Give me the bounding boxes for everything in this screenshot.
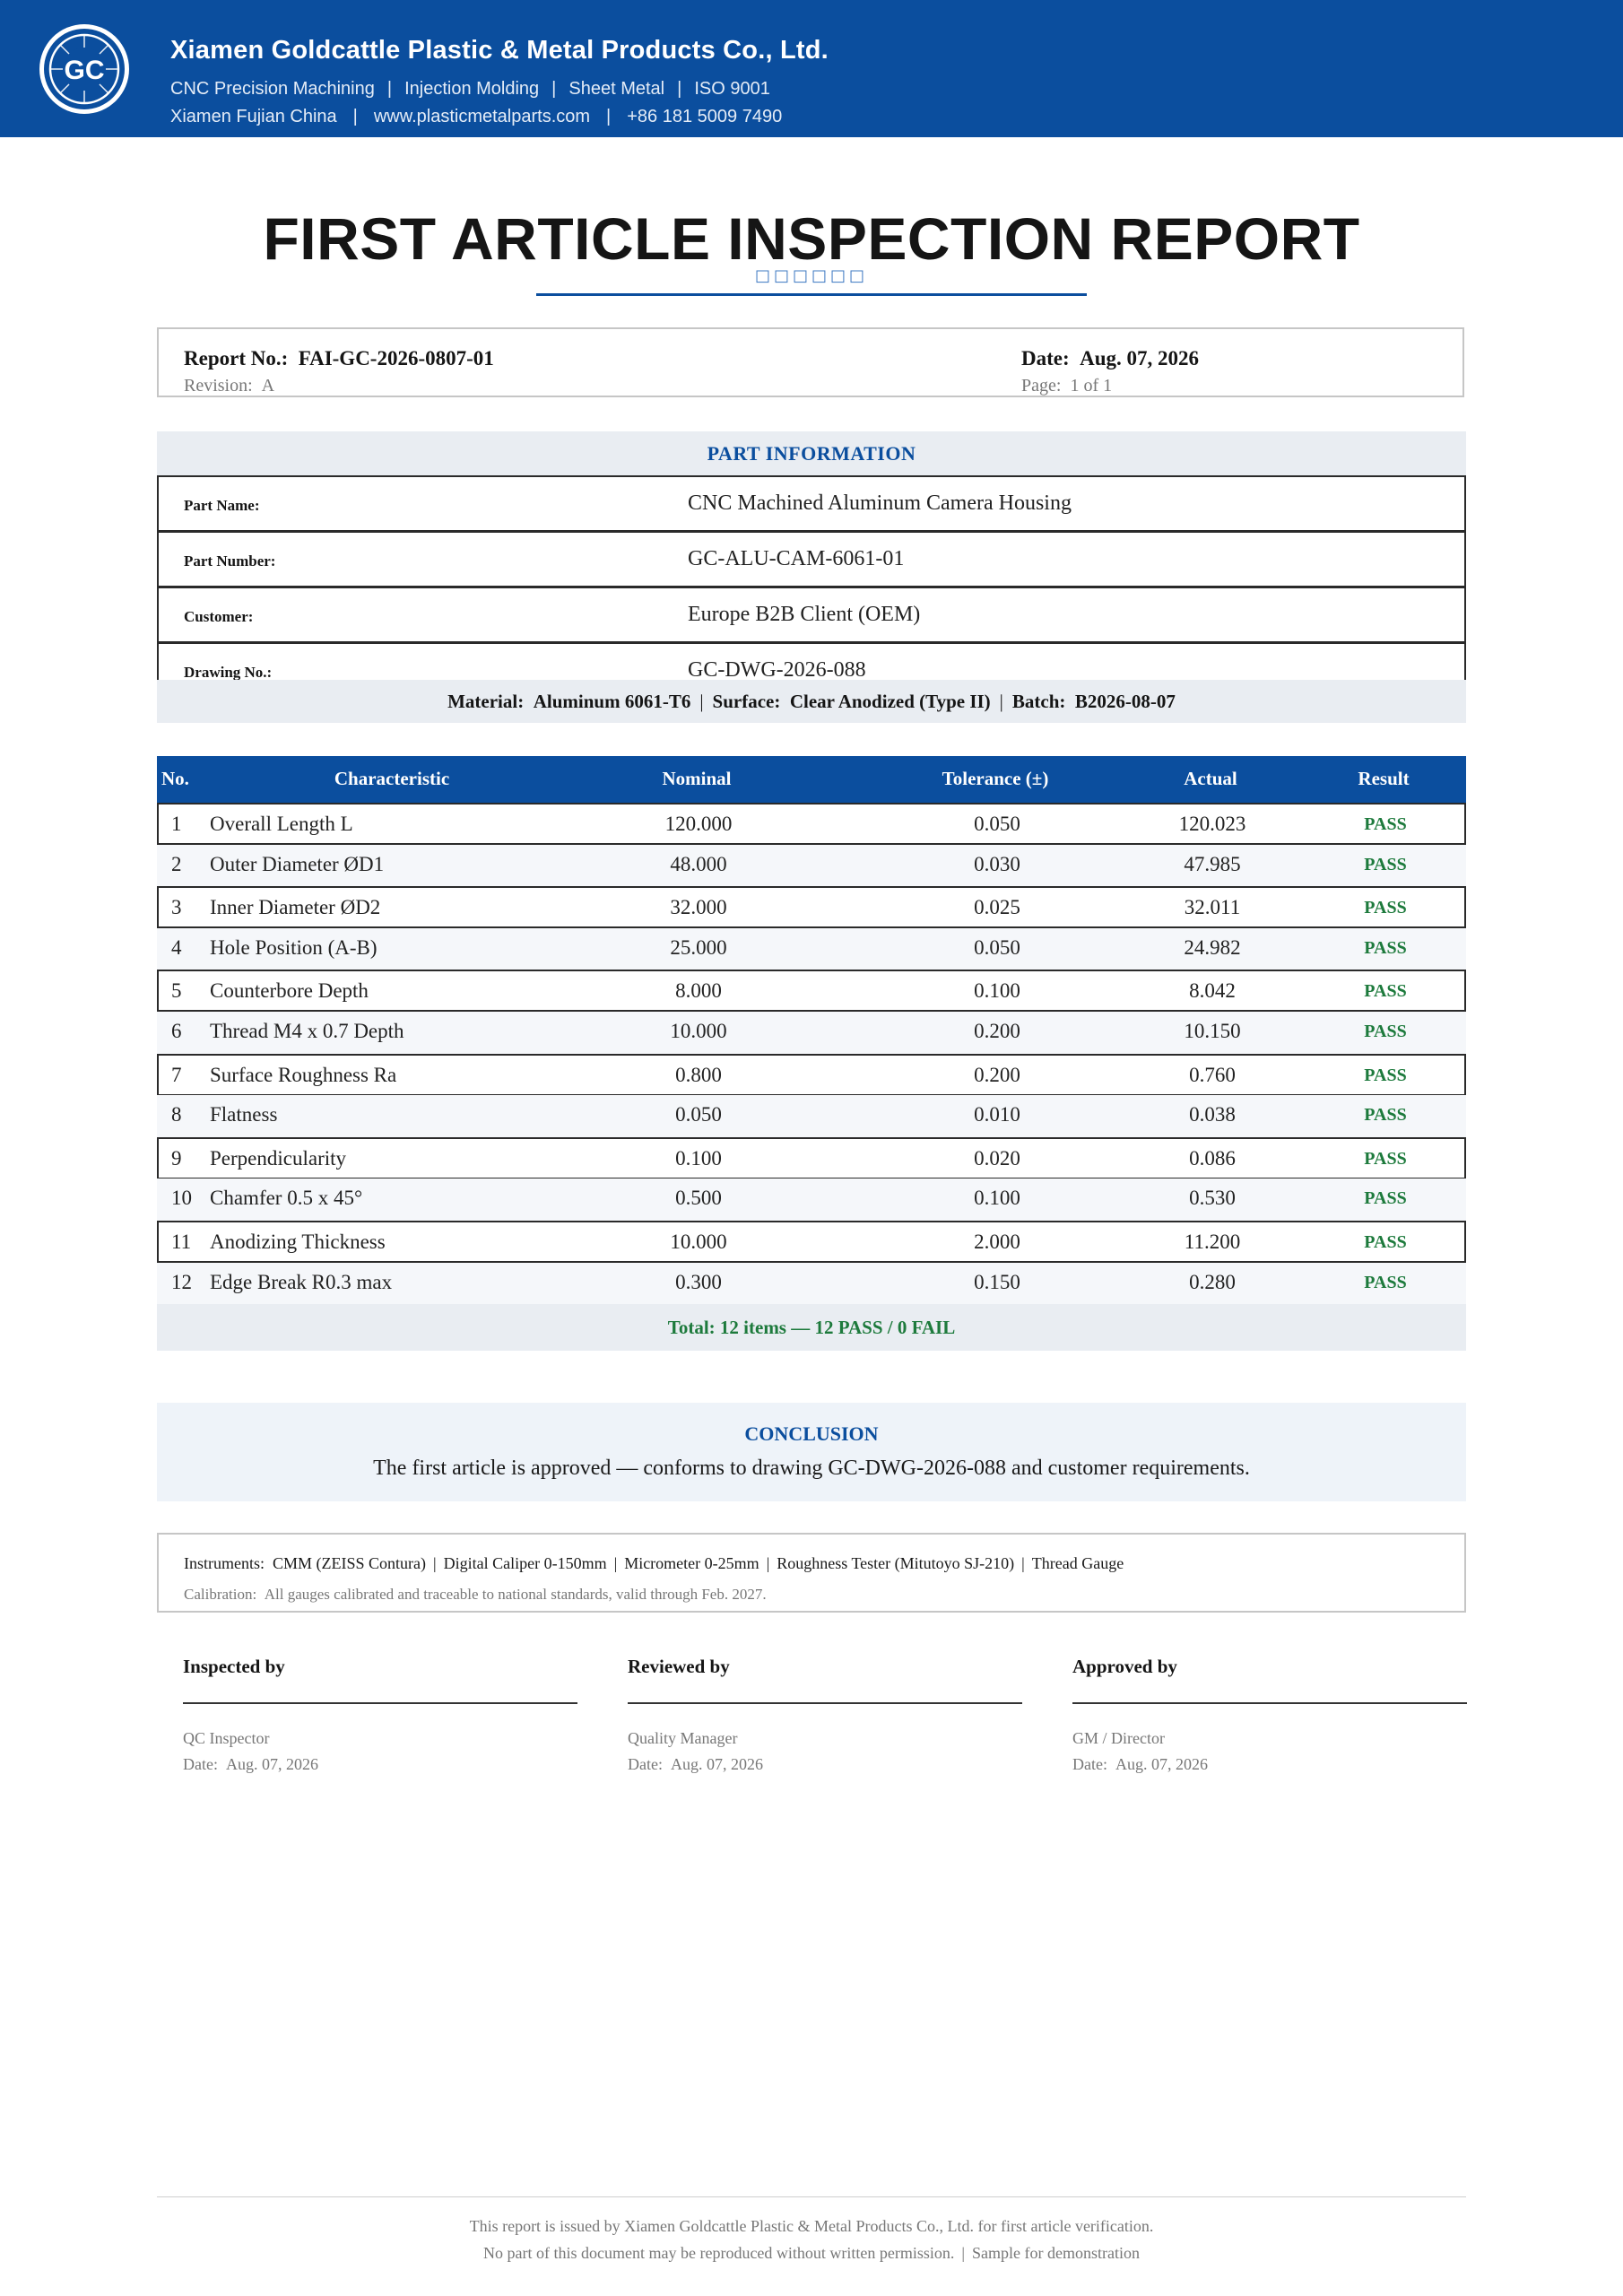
footer-divider [157, 2196, 1466, 2197]
table-row [157, 1095, 1466, 1137]
row-tolerance: 0.200 [974, 1063, 1020, 1086]
customer-value: Europe B2B Client (OEM) [688, 603, 921, 626]
report-meta-box [157, 327, 1464, 397]
col-header-characteristic: Characteristic [334, 768, 450, 789]
table-row [157, 845, 1466, 887]
row-nominal: 10.000 [670, 1231, 727, 1253]
row-number: 11 [171, 1231, 192, 1253]
row-result-badge: PASS [1364, 1232, 1407, 1252]
row-characteristic: Outer Diameter ØD1 [210, 852, 385, 875]
row-number: 5 [171, 979, 182, 1003]
row-actual: 47.985 [1184, 852, 1241, 875]
part-info-header [157, 431, 1466, 475]
row-result-badge: PASS [1364, 981, 1407, 1002]
row-tolerance: 0.010 [974, 1103, 1020, 1126]
footer-line-2: No part of this document may be reproduced without written permission. | Sample for demonstration [483, 2244, 1140, 2262]
row-result-badge: PASS [1364, 1188, 1407, 1209]
row-result-badge: PASS [1364, 1065, 1407, 1085]
row-nominal: 0.800 [675, 1063, 722, 1086]
row-result-badge: PASS [1364, 898, 1407, 918]
signature-role: Reviewed by [628, 1656, 730, 1677]
instrument-item: Micrometer 0-25mm [624, 1554, 759, 1572]
signature-block-reviewed [628, 1656, 1022, 1773]
row-nominal: 0.500 [675, 1187, 722, 1210]
instrument-item: CMM (ZEISS Contura) [273, 1554, 426, 1572]
row-nominal: 0.050 [675, 1103, 722, 1126]
table-row [157, 1178, 1466, 1221]
row-tolerance: 2.000 [974, 1231, 1020, 1253]
page-count: Page: 1 of 1 [1021, 376, 1113, 396]
report-number: Report No.: FAI-GC-2026-0807-01 [184, 347, 494, 370]
page-count-value: 1 of 1 [1070, 376, 1113, 396]
part-info-row [157, 587, 1466, 643]
row-characteristic: Chamfer 0.5 x 45° [210, 1187, 363, 1210]
footer-sample-note: Sample for demonstration [972, 2244, 1140, 2262]
conclusion-box [157, 1403, 1466, 1501]
row-number: 3 [171, 896, 182, 919]
row-tolerance: 0.200 [974, 1020, 1020, 1042]
drawing-number-label: Drawing No.: [184, 664, 273, 680]
col-header-tolerance: Tolerance (±) [942, 768, 1049, 789]
row-tolerance: 0.150 [974, 1270, 1020, 1293]
signature-role: Approved by [1072, 1656, 1177, 1677]
table-row [157, 928, 1466, 970]
row-actual: 0.280 [1189, 1270, 1236, 1293]
part-info-title: PART INFORMATION [707, 442, 916, 465]
row-actual: 0.038 [1189, 1103, 1236, 1126]
company-logo [38, 22, 131, 116]
table-row [157, 1012, 1466, 1054]
row-characteristic: Surface Roughness Ra [210, 1063, 397, 1086]
footer-line-1: This report is issued by Xiamen Goldcattle Plastic & Metal Products Co., Ltd. for first article verification. [469, 2217, 1154, 2235]
row-characteristic: Hole Position (A-B) [210, 935, 378, 959]
row-result-badge: PASS [1364, 1148, 1407, 1169]
row-tolerance: 0.050 [974, 813, 1020, 835]
calibration-line [184, 1586, 767, 1604]
table-row [157, 1221, 1466, 1263]
table-row [157, 1263, 1466, 1305]
row-nominal: 25.000 [670, 935, 727, 959]
footer-copyright: No part of this document may be reproduced without written permission. [483, 2244, 955, 2262]
row-number: 7 [171, 1063, 182, 1086]
row-characteristic: Anodizing Thickness [210, 1231, 386, 1253]
row-nominal: 120.000 [664, 813, 733, 835]
report-date-value: Aug. 07, 2026 [1080, 347, 1200, 370]
batch-value: B2026-08-07 [1074, 691, 1176, 712]
report-title: FIRST ARTICLE INSPECTION REPORT [263, 205, 1360, 272]
company-header [0, 0, 1623, 137]
row-characteristic: Flatness [210, 1103, 278, 1126]
signature-line[interactable] [628, 1702, 1022, 1704]
services-line: CNC Precision Machining | Injection Molding | Sheet Metal | ISO 9001 [170, 79, 770, 99]
part-number-value: GC-ALU-CAM-6061-01 [688, 547, 905, 570]
service-item: Sheet Metal [568, 79, 665, 99]
part-name-value: CNC Machined Aluminum Camera Housing [688, 491, 1072, 515]
row-number: 6 [171, 1020, 182, 1042]
signature-role: Inspected by [183, 1656, 285, 1677]
row-actual: 24.982 [1184, 935, 1241, 959]
part-number-label: Part Number: [184, 552, 276, 570]
row-tolerance: 0.030 [974, 852, 1020, 875]
instrument-item: Roughness Tester (Mitutoyo SJ-210) [777, 1554, 1015, 1572]
table-row [157, 1137, 1466, 1179]
col-header-nominal: Nominal [662, 768, 732, 789]
signature-title: GM / Director [1072, 1729, 1165, 1747]
col-header-actual: Actual [1184, 768, 1237, 789]
row-number: 4 [171, 935, 182, 959]
instruments-box [157, 1533, 1466, 1613]
surface-value: Clear Anodized (Type II) [789, 691, 991, 712]
revision-value: A [261, 376, 275, 396]
revision: Revision: A [184, 376, 275, 396]
part-info-row [157, 642, 1466, 680]
signature-line[interactable] [1072, 1702, 1467, 1704]
signature-date: Date: Aug. 07, 2026 [183, 1755, 318, 1773]
row-result-badge: PASS [1364, 1105, 1407, 1126]
row-nominal: 8.000 [675, 979, 722, 1003]
row-nominal: 10.000 [670, 1020, 727, 1042]
row-tolerance: 0.050 [974, 935, 1020, 959]
table-row [157, 803, 1466, 845]
contact-line: Xiamen Fujian China | www.plasticmetalparts.com | +86 181 5009 7490 [170, 107, 783, 126]
drawing-number-value: GC-DWG-2026-088 [688, 658, 866, 680]
signature-date: Date: Aug. 07, 2026 [1072, 1755, 1208, 1773]
row-actual: 0.530 [1189, 1187, 1236, 1210]
customer-label: Customer: [184, 608, 254, 625]
row-actual: 0.086 [1189, 1146, 1236, 1170]
row-tolerance: 0.025 [974, 896, 1020, 919]
row-actual: 120.023 [1178, 813, 1246, 835]
row-characteristic: Thread M4 x 0.7 Depth [210, 1020, 404, 1042]
row-number: 2 [171, 852, 182, 875]
row-number: 10 [171, 1187, 192, 1210]
row-result-badge: PASS [1364, 1272, 1407, 1292]
report-date: Date: Aug. 07, 2026 [1021, 347, 1200, 370]
row-result-badge: PASS [1364, 854, 1407, 874]
report-number-value: FAI-GC-2026-0807-01 [298, 347, 494, 370]
instrument-item: Thread Gauge [1031, 1554, 1124, 1572]
row-number: 8 [171, 1103, 182, 1126]
row-nominal: 0.100 [675, 1146, 722, 1170]
row-characteristic: Perpendicularity [210, 1146, 347, 1170]
signature-line[interactable] [183, 1702, 577, 1704]
row-actual: 11.200 [1184, 1231, 1241, 1253]
row-number: 1 [171, 813, 182, 835]
row-result-badge: PASS [1364, 937, 1407, 958]
service-item: ISO 9001 [694, 79, 770, 99]
material-value: Aluminum 6061-T6 [533, 691, 691, 712]
row-nominal: 48.000 [670, 852, 727, 875]
table-row [157, 970, 1466, 1012]
row-actual: 8.042 [1189, 979, 1236, 1003]
table-row [157, 886, 1466, 928]
conclusion-title: CONCLUSION [744, 1422, 879, 1445]
company-website-link[interactable]: www.plasticmetalparts.com [373, 107, 591, 126]
material-bar: Material: Aluminum 6061-T6 | Surface: Clear Anodized (Type II) | Batch: B2026-08-07 [157, 680, 1466, 723]
row-result-badge: PASS [1364, 814, 1407, 834]
instruments-label: Instruments: [184, 1554, 265, 1572]
instruments-line: Instruments: CMM (ZEISS Contura) | Digital Caliper 0-150mm | Micrometer 0-25mm | Roughness Tester (Mitutoyo SJ-210) | Thread Gauge [184, 1554, 1124, 1572]
part-info-row [157, 475, 1466, 532]
report-subtitle: □□□□□□ [754, 266, 869, 285]
row-number: 9 [171, 1146, 182, 1170]
col-header-no: No. [161, 768, 189, 789]
col-header-result: Result [1358, 768, 1410, 789]
row-actual: 32.011 [1184, 896, 1241, 919]
row-actual: 0.760 [1189, 1063, 1236, 1086]
row-result-badge: PASS [1364, 1022, 1407, 1041]
table-header [157, 756, 1466, 803]
calibration-text: All gauges calibrated and traceable to national standards, valid through Feb. 2027. [264, 1586, 767, 1603]
company-name: Xiamen Goldcattle Plastic & Metal Products Co., Ltd. [170, 36, 829, 65]
company-phone: +86 181 5009 7490 [627, 107, 783, 126]
row-number: 12 [171, 1270, 192, 1293]
signature-title: Quality Manager [628, 1729, 738, 1747]
signature-date: Date: Aug. 07, 2026 [628, 1755, 763, 1773]
row-tolerance: 0.020 [974, 1146, 1020, 1170]
part-info-row [157, 531, 1466, 587]
signature-title: QC Inspector [183, 1729, 270, 1747]
part-name-label: Part Name: [184, 497, 260, 514]
service-item: Injection Molding [404, 79, 540, 99]
row-characteristic: Edge Break R0.3 max [210, 1270, 393, 1293]
row-tolerance: 0.100 [974, 1187, 1020, 1210]
instrument-item: Digital Caliper 0-150mm [443, 1554, 607, 1572]
company-location: Xiamen Fujian China [170, 107, 337, 126]
signature-block-inspected [183, 1656, 577, 1773]
row-characteristic: Inner Diameter ØD2 [210, 896, 381, 919]
logo-text: GC [64, 56, 105, 85]
row-actual: 10.150 [1184, 1020, 1241, 1042]
row-nominal: 32.000 [670, 896, 727, 919]
row-nominal: 0.300 [675, 1270, 722, 1293]
conclusion-text: The first article is approved — conforms to drawing GC-DWG-2026-088 and customer requirements. [373, 1457, 1250, 1480]
service-item: CNC Precision Machining [170, 79, 375, 99]
signature-block-approved [1072, 1656, 1467, 1773]
calibration-label: Calibration: [184, 1586, 257, 1603]
row-tolerance: 0.100 [974, 979, 1020, 1003]
row-characteristic: Counterbore Depth [210, 979, 369, 1003]
table-total: Total: 12 items — 12 PASS / 0 FAIL [157, 1304, 1466, 1351]
row-characteristic: Overall Length L [210, 813, 353, 835]
title-underline [536, 293, 1087, 296]
table-row [157, 1054, 1466, 1096]
